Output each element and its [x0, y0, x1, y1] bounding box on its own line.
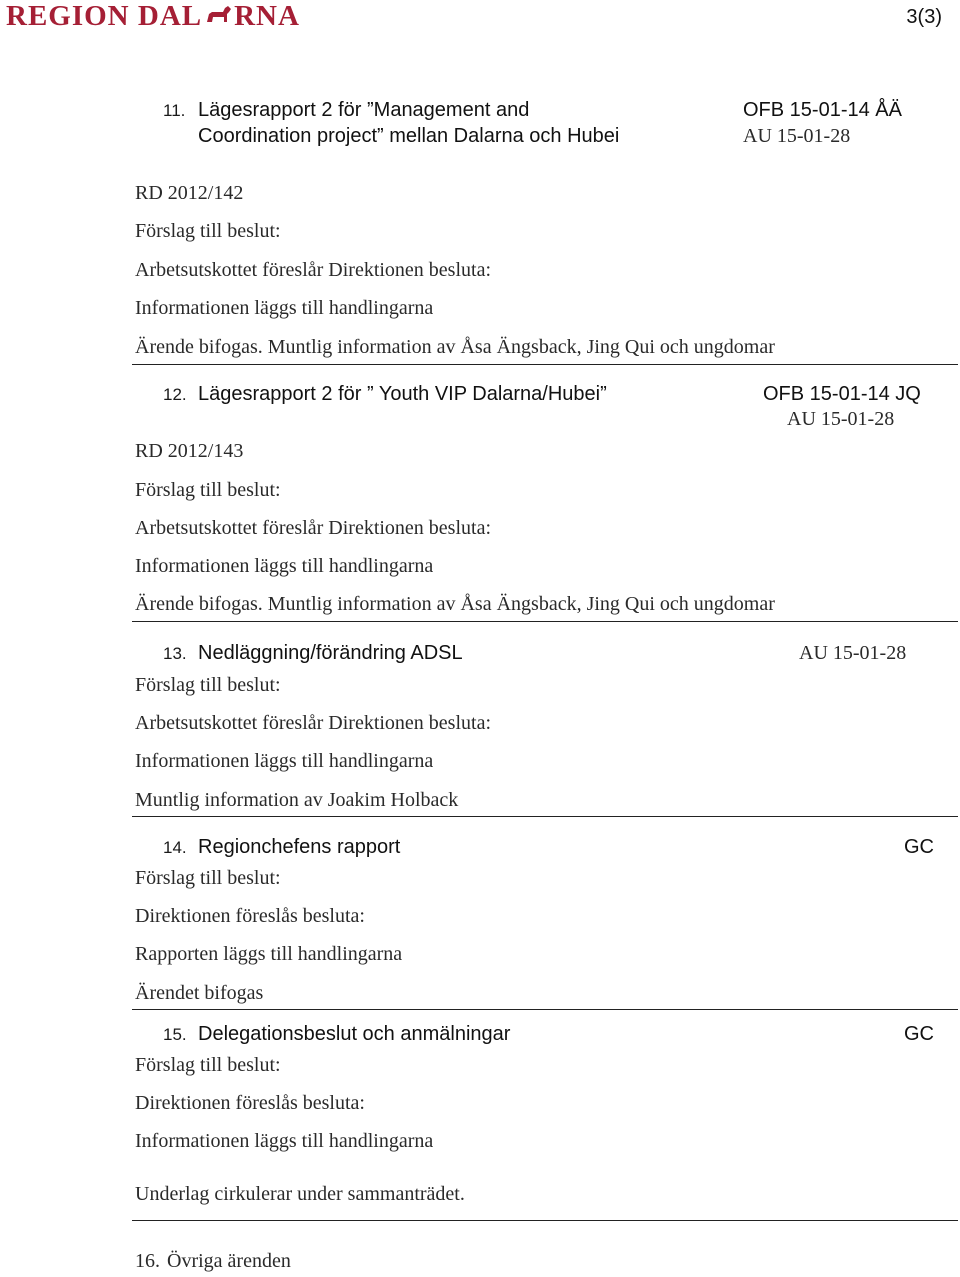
item-13-note: Muntlig information av Joakim Holback	[135, 789, 459, 811]
divider	[132, 621, 958, 622]
item-13-decision: Informationen läggs till handlingarna	[135, 750, 434, 772]
item-14-number: 14.	[163, 838, 187, 857]
item-13-title: Nedläggning/förändring ADSL	[198, 642, 463, 664]
item-13-ref-au: AU 15-01-28	[799, 642, 907, 664]
item-15-decision: Informationen läggs till handlingarna	[135, 1130, 434, 1152]
item-15-note: Underlag cirkulerar under sammanträdet.	[135, 1183, 465, 1205]
item-11-ref-au: AU 15-01-28	[743, 125, 851, 147]
item-14-proposal-label: Förslag till beslut:	[135, 867, 281, 889]
item-15-proposal-label: Förslag till beslut:	[135, 1054, 281, 1076]
item-13-proposal-label: Förslag till beslut:	[135, 674, 281, 696]
item-11-case-number: RD 2012/142	[135, 182, 244, 204]
divider	[132, 1009, 958, 1010]
item-15-title: Delegationsbeslut och anmälningar	[198, 1023, 511, 1045]
item-15-proposal-by: Direktionen föreslås besluta:	[135, 1092, 365, 1114]
item-15-number: 15.	[163, 1025, 187, 1044]
item-12-ref-au: AU 15-01-28	[787, 408, 895, 430]
item-12-decision: Informationen läggs till handlingarna	[135, 555, 434, 577]
item-12-note: Ärende bifogas. Muntlig information av Åsa Ängsback, Jing Qui och ungdomar	[135, 593, 775, 615]
item-11-note: Ärende bifogas. Muntlig information av Åsa Ängsback, Jing Qui och ungdomar	[135, 336, 775, 358]
region-dalarna-logo	[6, 0, 300, 32]
item-11-proposal-label: Förslag till beslut:	[135, 220, 281, 242]
item-11-proposal-by: Arbetsutskottet föreslår Direktionen besluta:	[135, 259, 492, 281]
item-12-proposal-label: Förslag till beslut:	[135, 479, 281, 501]
logo-text-left: REGION DAL	[6, 0, 203, 32]
item-14-note: Ärendet bifogas	[135, 982, 264, 1004]
page-number: 3(3)	[906, 6, 942, 28]
divider	[132, 1220, 958, 1221]
item-14-proposal-by: Direktionen föreslås besluta:	[135, 905, 365, 927]
item-11-number: 11.	[163, 101, 186, 120]
item-14-title: Regionchefens rapport	[198, 836, 401, 858]
item-11-ref-ofb: OFB 15-01-14 ÅÄ	[743, 99, 902, 121]
item-11-title-line2: Coordination project” mellan Dalarna och Hubei	[198, 125, 620, 147]
item-14-ref: GC	[904, 836, 934, 858]
item-12-case-number: RD 2012/143	[135, 440, 244, 462]
item-12-number: 12.	[163, 385, 187, 404]
item-16-number: 16.	[135, 1250, 160, 1272]
item-11-title-line1: Lägesrapport 2 för ”Management and	[198, 99, 530, 121]
dala-horse-icon	[203, 2, 233, 30]
item-11-decision: Informationen läggs till handlingarna	[135, 297, 434, 319]
item-15-ref: GC	[904, 1023, 934, 1045]
item-16-title: Övriga ärenden	[167, 1250, 291, 1272]
item-12-ref-ofb: OFB 15-01-14 JQ	[763, 383, 921, 405]
item-14-decision: Rapporten läggs till handlingarna	[135, 943, 403, 965]
divider	[132, 816, 958, 817]
logo-text-right: RNA	[234, 0, 300, 32]
divider	[132, 364, 958, 365]
item-12-proposal-by: Arbetsutskottet föreslår Direktionen besluta:	[135, 517, 492, 539]
item-13-number: 13.	[163, 644, 187, 663]
item-13-proposal-by: Arbetsutskottet föreslår Direktionen besluta:	[135, 712, 492, 734]
item-12-title: Lägesrapport 2 för ” Youth VIP Dalarna/Hubei”	[198, 383, 607, 405]
